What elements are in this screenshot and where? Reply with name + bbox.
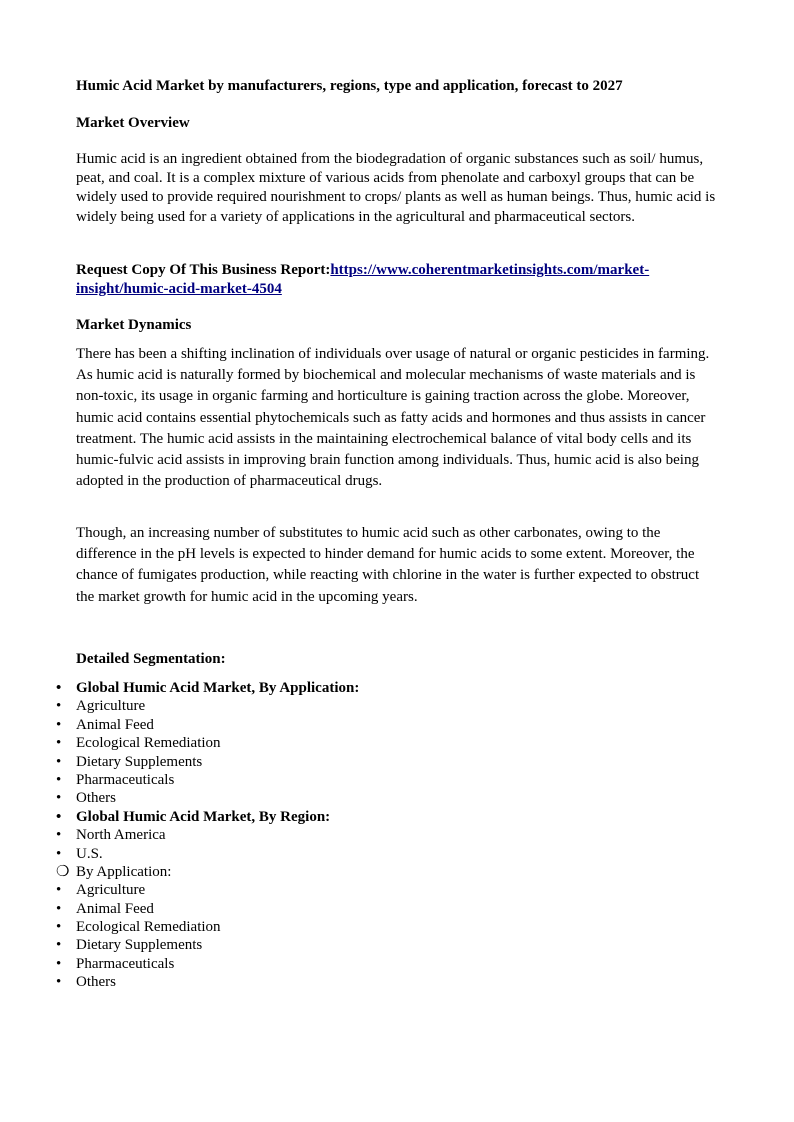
market-overview-heading: Market Overview bbox=[76, 115, 190, 131]
list-item bbox=[56, 936, 359, 954]
bullet-icon: • bbox=[56, 955, 62, 972]
segmentation-heading: Detailed Segmentation: bbox=[76, 651, 226, 667]
list-item bbox=[56, 771, 359, 789]
bullet-icon: • bbox=[56, 974, 62, 991]
segmentation-list bbox=[56, 679, 359, 992]
list-item-text: Pharmaceuticals bbox=[76, 771, 175, 788]
list-item-text: Others bbox=[76, 790, 116, 807]
list-item-text: By Application: bbox=[76, 863, 172, 880]
market-dynamics-paragraph-1: There has been a shifting inclination of individuals over usage of natural or organic pesticides in farming. As humic acid is naturally formed by biochemical and molecular mechanisms of waste materials and is non-toxic, its usage in organic farming and horticulture is gaining traction across the globe. Moreover, humic acid contains essential phytochemicals such as fatty acids and hormones and thus assists in cancer treatment. The humic acid assists in the maintaining electrochemical balance of vital body cells and its humic-fulvic acid assists in improving brain function among individuals. Thus, humic acid is also being adopted in the production of pharmaceutical drugs. bbox=[76, 346, 710, 490]
bullet-icon: • bbox=[56, 698, 62, 715]
list-item-text: Animal Feed bbox=[76, 716, 154, 733]
request-copy-line bbox=[76, 261, 716, 299]
list-item bbox=[56, 697, 359, 715]
list-item bbox=[56, 826, 359, 844]
list-item-text: Pharmaceuticals bbox=[76, 955, 175, 972]
list-item-text: Agriculture bbox=[76, 882, 146, 899]
bullet-icon: • bbox=[56, 919, 62, 936]
list-item bbox=[56, 918, 359, 936]
list-item bbox=[56, 973, 359, 991]
bullet-icon: • bbox=[56, 716, 62, 733]
list-item bbox=[56, 789, 359, 807]
list-item-text: Agriculture bbox=[76, 698, 146, 715]
bullet-icon: • bbox=[56, 790, 62, 807]
list-item-text: Global Humic Acid Market, By Region: bbox=[76, 808, 331, 825]
list-item bbox=[56, 955, 359, 973]
bullet-icon: • bbox=[56, 680, 62, 696]
request-copy-label: Request Copy Of This Business Report: bbox=[76, 262, 331, 278]
bullet-icon: • bbox=[56, 735, 62, 752]
bullet-icon: • bbox=[56, 937, 62, 954]
market-dynamics-paragraph-2: Though, an increasing number of substitutes to humic acid such as other carbonates, owing to the difference in the pH levels is expected to hinder demand for humic acids to some extent. Moreover, the chance of fumigates production, while reacting with chlorine in the water is further expected to obstruct the market growth for humic acid in the upcoming years. bbox=[76, 525, 700, 605]
market-dynamics-heading: Market Dynamics bbox=[76, 317, 192, 333]
list-item bbox=[56, 716, 359, 734]
bullet-icon: • bbox=[56, 753, 62, 770]
list-item-text: Dietary Supplements bbox=[76, 753, 203, 770]
bullet-icon: • bbox=[56, 771, 62, 788]
list-item-text: Animal Feed bbox=[76, 900, 154, 917]
report-link[interactable]: https://www.coherentmarketinsights.com/market-insight/humic-acid-market-4504 bbox=[76, 262, 650, 297]
list-item bbox=[56, 845, 359, 863]
list-item-text: Ecological Remediation bbox=[76, 735, 221, 752]
market-overview-paragraph: Humic acid is an ingredient obtained from the biodegradation of organic substances such as soil/ humus, peat, and coal. It is a complex mixture of various acids from phenolate and carboxyl groups that can be widely used to provide required nourishment to crops/ plants as well as human beings. Thus, humic acid is widely being used for a variety of applications in the agricultural and pharmaceutical sectors. bbox=[76, 151, 716, 225]
list-item bbox=[56, 734, 359, 752]
list-item bbox=[56, 881, 359, 899]
bullet-icon: • bbox=[56, 827, 62, 844]
list-item-text: Ecological Remediation bbox=[76, 919, 221, 936]
bullet-icon: • bbox=[56, 900, 62, 917]
list-item-text: Global Humic Acid Market, By Application: bbox=[76, 680, 360, 696]
list-item-text: Dietary Supplements bbox=[76, 937, 203, 954]
list-item-text: Others bbox=[76, 974, 116, 991]
bullet-icon: • bbox=[56, 808, 62, 825]
list-item-text: U.S. bbox=[76, 845, 103, 862]
list-item bbox=[56, 753, 359, 771]
list-item bbox=[56, 863, 359, 881]
bullet-icon: • bbox=[56, 882, 62, 899]
list-item bbox=[56, 900, 359, 918]
document-title: Humic Acid Market by manufacturers, regions, type and application, forecast to 2027 bbox=[76, 78, 623, 94]
list-item-text: North America bbox=[76, 827, 166, 844]
list-item bbox=[56, 808, 359, 826]
circle-bullet-icon: ❍ bbox=[56, 863, 70, 880]
list-item bbox=[56, 679, 359, 697]
bullet-icon: • bbox=[56, 845, 62, 862]
